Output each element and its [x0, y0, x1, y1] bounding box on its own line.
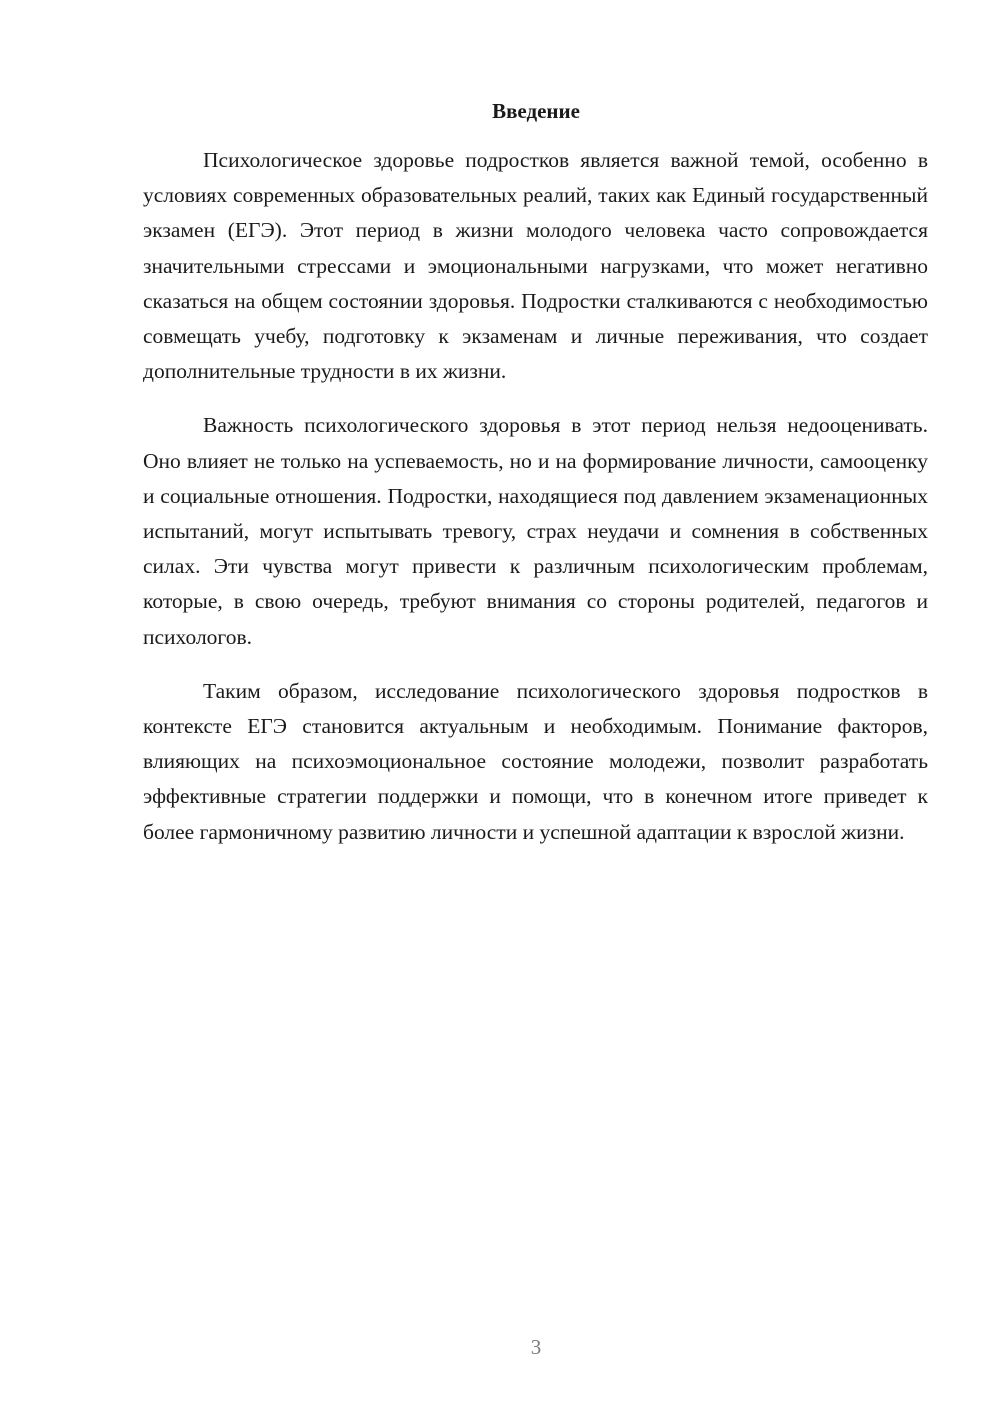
section-title: Введение: [492, 99, 580, 123]
body-text: [143, 143, 928, 869]
paragraph-2: Важность психологического здоровья в этот период нельзя недооценивать. Оно влияет не только на успеваемость, но и на формирование личности, самооценку и социальные отношения. Подростки, находящиеся под давлением экзаменационных испытаний, могут испытывать тревогу, страх неудачи и сомнения в собственных силах. Эти чувства могут привести к различным психологическим проблемам, которые, в свою очередь, требуют внимания со стороны родителей, педагогов и психологов.: [143, 413, 928, 649]
paragraph-1: Психологическое здоровье подростков является важной темой, особенно в условиях современных образовательных реалий, таких как Единый государственный экзамен (ЕГЭ). Этот период в жизни молодого человека часто сопровождается значительными стрессами и эмоциональными нагрузками, что может негативно сказаться на общем состоянии здоровья. Подростки сталкиваются с необходимостью совмещать учебу, подготовку к экзаменам и личные переживания, что создает дополнительные трудности в их жизни.: [143, 148, 928, 384]
paragraph-3: Таким образом, исследование психологического здоровья подростков в контексте ЕГЭ становится актуальным и необходимым. Понимание факторов, влияющих на психоэмоциональное состояние молодежи, позволит разработать эффективные стратегии поддержки и помощи, что в конечном итоге приведет к более гармоничному развитию личности и успешной адаптации к взрослой жизни.: [143, 678, 928, 844]
page-number: 3: [530, 1335, 542, 1359]
